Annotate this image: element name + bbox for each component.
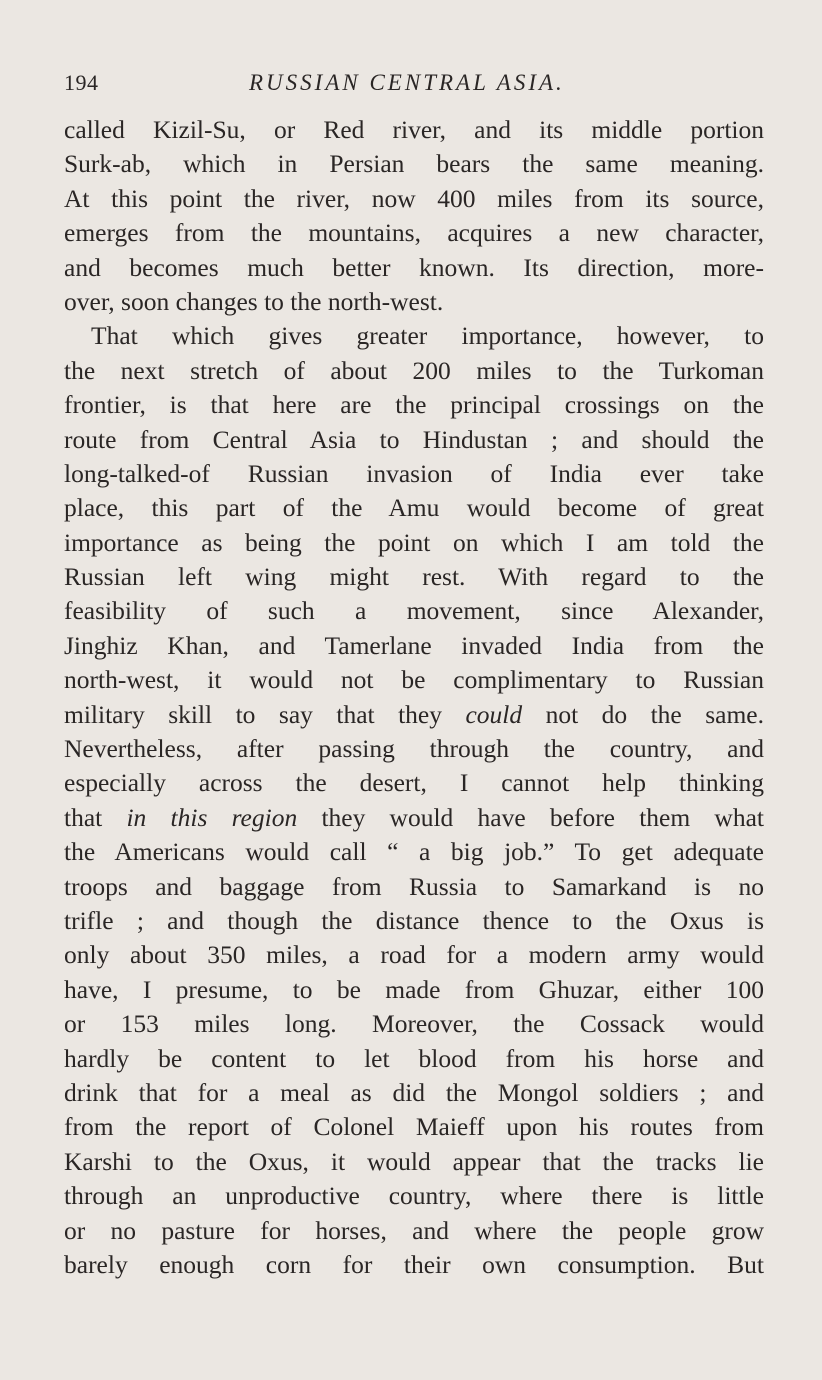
text-line: That which gives greater importance, however, to xyxy=(91,321,764,351)
text-line: Surk-ab, which in Persian bears the same meaning. xyxy=(64,149,764,179)
text-line: have, I presume, to be made from Ghuzar, either 100 xyxy=(64,974,764,1004)
text-line-with-italic xyxy=(64,698,764,732)
text-line: and becomes much better known. Its direction, more- xyxy=(64,252,764,282)
text-segment: military skill to say that they xyxy=(64,699,466,729)
text-line: the Americans would call “ a big job.” To get adequate xyxy=(64,837,764,867)
italic-text: could xyxy=(465,699,523,729)
text-line: the next stretch of about 200 miles to the Turkoman xyxy=(64,355,764,385)
italic-text: in this region xyxy=(126,802,298,832)
text-line: drink that for a meal as did the Mongol soldiers ; and xyxy=(64,1077,764,1107)
text-line: emerges from the mountains, acquires a new character, xyxy=(64,218,764,248)
text-segment: they would have before them what xyxy=(297,802,764,832)
text-line: Jinghiz Khan, and Tamerlane invaded India from the xyxy=(64,630,764,660)
text-segment: not do the same. xyxy=(522,699,764,729)
text-line: especially across the desert, I cannot help thinking xyxy=(64,768,764,798)
text-line: from the report of Colonel Maieff upon his routes from xyxy=(64,1112,764,1142)
body-text xyxy=(64,113,764,1282)
text-segment: that xyxy=(64,802,127,832)
text-line: frontier, is that here are the principal crossings on the xyxy=(64,390,764,420)
running-head xyxy=(64,64,764,104)
running-title: RUSSIAN CENTRAL ASIA. xyxy=(249,70,565,95)
text-line: called Kizil-Su, or Red river, and its middle portion xyxy=(64,115,764,144)
text-line: importance as being the point on which I am told the xyxy=(64,527,764,557)
text-line: or no pasture for horses, and where the people grow xyxy=(64,1215,764,1245)
text-line: place, this part of the Amu would become of great xyxy=(64,493,764,523)
text-line: long-talked-of Russian invasion of India ever take xyxy=(64,458,764,488)
text-line: Karshi to the Oxus, it would appear that the tracks lie xyxy=(64,1146,764,1176)
text-line: Russian left wing might rest. With regard to the xyxy=(64,562,764,592)
text-line: through an unproductive country, where there is little xyxy=(64,1181,764,1211)
text-line: feasibility of such a movement, since Alexander, xyxy=(64,596,764,626)
text-line: only about 350 miles, a road for a modern army would xyxy=(64,940,764,970)
text-line: barely enough corn for their own consumption. But xyxy=(64,1249,764,1279)
text-line: Nevertheless, after passing through the country, and xyxy=(64,734,764,764)
text-line: hardly be content to let blood from his horse and xyxy=(64,1043,764,1073)
text-line: troops and baggage from Russia to Samarkand is no xyxy=(64,871,764,901)
text-line: or 153 miles long. Moreover, the Cossack would xyxy=(64,1009,764,1039)
text-line: over, soon changes to the north-west. xyxy=(64,286,444,316)
text-line: trifle ; and though the distance thence to the Oxus is xyxy=(64,905,764,935)
text-line: At this point the river, now 400 miles from its source, xyxy=(64,183,764,213)
page-number: 194 xyxy=(64,70,99,95)
text-line-with-italic xyxy=(64,801,764,835)
text-line: north-west, it would not be complimentary to Russian xyxy=(64,665,764,695)
text-line: route from Central Asia to Hindustan ; and should the xyxy=(64,424,764,454)
